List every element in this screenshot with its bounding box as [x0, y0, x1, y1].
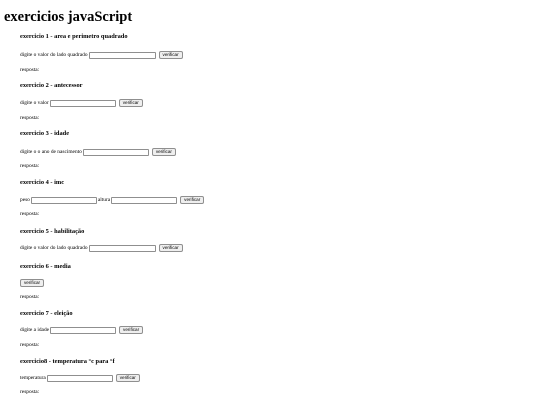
exercise-title: exercicio 5 - habilitação: [20, 228, 85, 235]
temperature-input[interactable]: [47, 375, 113, 382]
exercise-input-row: [20, 195, 204, 205]
input-label: temperatura: [20, 375, 46, 381]
exercise-title: exercicio8 - temperatura °c para °f: [20, 358, 115, 365]
exercise-title: exercicio 6 - media: [20, 263, 71, 270]
verify-button[interactable]: verificar: [116, 374, 140, 382]
response-text: resposta:: [20, 342, 40, 348]
exercise-input-row: [20, 243, 183, 253]
weight-label: peso: [20, 197, 30, 203]
exercise-input-row: [20, 98, 143, 108]
verify-button[interactable]: verificar: [159, 51, 183, 59]
height-input[interactable]: [111, 197, 177, 204]
exercise-title: exercicio 3 - idade: [20, 130, 70, 137]
response-text: resposta:: [20, 294, 40, 300]
input-label: digite a idade: [20, 327, 50, 333]
age-input[interactable]: [50, 327, 116, 334]
verify-button[interactable]: verificar: [119, 326, 143, 334]
exercise-input-row: [20, 147, 176, 157]
exercise-input-row: [20, 325, 143, 335]
verify-button[interactable]: verificar: [180, 196, 204, 204]
exercise-input-row: [20, 373, 140, 383]
exercise-title: exercicio 7 - eleição: [20, 310, 73, 317]
input-label: digite o valor do lado quadrado: [20, 52, 88, 58]
side-value-input[interactable]: [89, 52, 156, 59]
exercise-input-row: [20, 50, 183, 60]
response-text: resposta:: [20, 163, 40, 169]
birth-year-input[interactable]: [83, 149, 149, 156]
input-label: digite o valor: [20, 100, 49, 106]
exercise-title: exercicio 4 - imc: [20, 179, 65, 186]
value-input[interactable]: [50, 100, 116, 107]
input-label: digite o o ano de nascimento: [20, 149, 82, 155]
verify-button[interactable]: verificar: [159, 244, 183, 252]
verify-button[interactable]: verificar: [119, 99, 143, 107]
height-label: altura: [97, 197, 111, 203]
weight-input[interactable]: [31, 197, 97, 204]
exercise-input-row: [20, 278, 44, 288]
input-label: digite o valor do lado quadrado: [20, 245, 88, 251]
response-text: resposta:: [20, 389, 40, 395]
side-value-input[interactable]: [89, 245, 156, 252]
exercise-title: exercicio 2 - antecessor: [20, 82, 83, 89]
verify-button[interactable]: verificar: [20, 279, 44, 287]
response-text: resposta:: [20, 211, 40, 217]
response-text: resposta:: [20, 67, 40, 73]
response-text: resposta:: [20, 115, 40, 121]
exercise-title: exercicio 1 - area e perimetro quadrado: [20, 33, 128, 40]
page-title: exercicios javaScript: [4, 9, 133, 25]
verify-button[interactable]: verificar: [152, 148, 176, 156]
